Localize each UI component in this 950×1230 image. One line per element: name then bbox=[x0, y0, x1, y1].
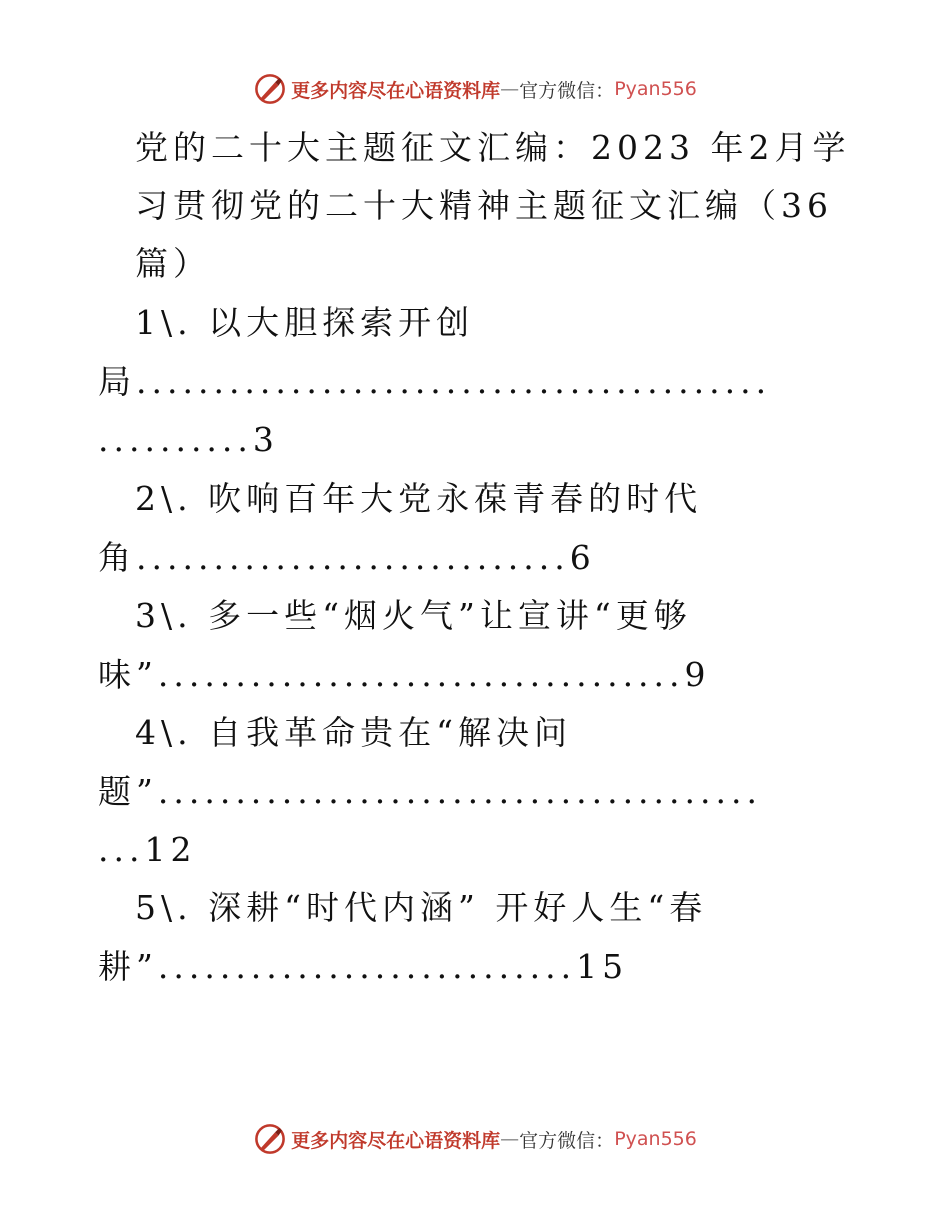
toc-entry-2-title: 2\. 吹响百年大党永葆青春的时代 bbox=[135, 479, 703, 518]
toc-entry-4-page: ...12 bbox=[98, 830, 197, 869]
toc-entry-2-leader: 角............................6 bbox=[98, 538, 596, 577]
watermark-separator: — bbox=[500, 78, 520, 100]
pen-logo-icon bbox=[253, 72, 287, 106]
watermark-wechat-id: Pyan556 bbox=[614, 1128, 697, 1150]
pen-logo-icon bbox=[253, 1122, 287, 1156]
watermark-wechat-id: Pyan556 bbox=[614, 78, 697, 100]
toc-entry-3-leader: 味”..................................9 bbox=[98, 655, 711, 694]
toc-entry-3-title: 3\. 多一些“烟火气”让宣讲“更够 bbox=[135, 596, 692, 635]
watermark-main-text: 更多内容尽在心语资料库 bbox=[291, 79, 501, 102]
watermark-wechat-label: 官方微信： bbox=[519, 1129, 615, 1152]
toc-entry-4-title: 4\. 自我革命贵在“解决问 bbox=[135, 713, 572, 752]
toc-entry-1-title: 1\. 以大胆探索开创 bbox=[135, 303, 475, 342]
watermark-separator: — bbox=[500, 1128, 520, 1150]
toc-entry-5-leader: 耕”...........................15 bbox=[98, 947, 629, 986]
toc-entry-1-page: ..........3 bbox=[98, 420, 279, 459]
watermark-wechat-label: 官方微信： bbox=[519, 79, 615, 102]
document-title-line-2: 习贯彻党的二十大精神主题征文汇编（36 bbox=[135, 186, 833, 225]
document-title-line-3: 篇） bbox=[135, 244, 211, 283]
toc-entry-4-leader: 题”....................................... bbox=[98, 772, 762, 811]
header-watermark bbox=[0, 72, 950, 106]
toc-entry-5-title: 5\. 深耕“时代内涵” 开好人生“春 bbox=[135, 888, 708, 927]
footer-watermark bbox=[0, 1122, 950, 1156]
toc-entry-1-leader: 局......................................... bbox=[98, 362, 772, 401]
document-title-line-1: 党的二十大主题征文汇编：2023 年2月学 bbox=[135, 128, 851, 167]
watermark-main-text: 更多内容尽在心语资料库 bbox=[291, 1129, 501, 1152]
